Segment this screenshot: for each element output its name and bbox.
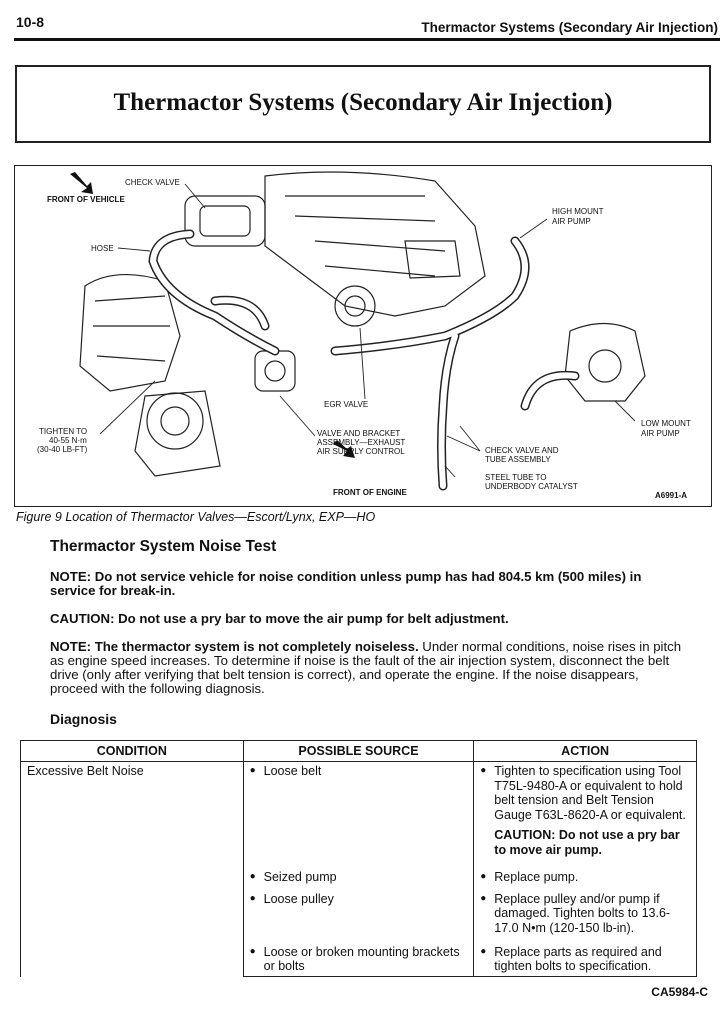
note-noiseless-text: Under normal conditions, noise rises in pitch as engine speed increases. To determine if noise is the fault of the air injection system, disconnect the belt drive (only after verifying that belt tension is correct), and operate the engine. If the noise disappears, proceed with the following diagnosis.: [50, 639, 682, 696]
label-egr-valve: EGR VALVE: [324, 400, 369, 409]
header-rule: [14, 38, 720, 41]
diagnosis-heading: Diagnosis: [50, 711, 117, 727]
figure-code: A6991-A: [655, 491, 688, 500]
source-cell: [243, 890, 474, 943]
action-item: ● Tighten to specification using Tool T75L-9480-A or equivalent to hold belt tension and Belt Tension Gauge T63L-8620-A or equivalent.: [480, 764, 690, 822]
figure-illustration: [14, 165, 712, 507]
table-header-row: [21, 741, 697, 762]
label-valve-bracket-3: AIR SUPPLY CONTROL: [317, 447, 405, 456]
action-item: ● Replace parts as required and tighten bolts to specification.: [480, 945, 690, 974]
label-steel-tube-2: UNDERBODY CATALYST: [485, 482, 578, 491]
label-low-mount-1: LOW MOUNT: [641, 419, 691, 428]
source-cell: [243, 943, 474, 977]
label-tighten-1: TIGHTEN TO: [39, 427, 88, 436]
page-title: Thermactor Systems (Secondary Air Injection): [113, 89, 613, 116]
source-cell: [243, 868, 474, 890]
label-valve-bracket-2: ASSEMBLY—EXHAUST: [317, 438, 406, 447]
label-check-valve: CHECK VALVE: [125, 178, 180, 187]
action-item: ● Replace pulley and/or pump if damaged. Tighten bolts to 13.6-17.0 N•m (120-150 lb-in).: [480, 892, 690, 936]
label-high-mount-2: AIR PUMP: [552, 217, 591, 226]
section-heading: Thermactor System Noise Test: [50, 538, 277, 555]
condition-cell: [21, 762, 244, 977]
figure-caption: Figure 9 Location of Thermactor Valves—Escort/Lynx, EXP—HO: [16, 510, 376, 524]
caution-pry-bar: CAUTION: Do not use a pry bar to move the air pump for belt adjustment.: [50, 611, 509, 626]
header-action: ACTION: [474, 741, 697, 762]
action-caution: CAUTION: Do not use a pry bar to move air pump.: [494, 828, 680, 857]
label-valve-bracket-1: VALVE AND BRACKET: [317, 429, 401, 438]
note-noiseless-bold: NOTE: The thermactor system is not completely noiseless.: [50, 639, 419, 654]
source-cell: [243, 762, 474, 868]
label-high-mount-1: HIGH MOUNT: [552, 207, 604, 216]
label-low-mount-2: AIR PUMP: [641, 429, 680, 438]
label-front-of-vehicle: FRONT OF VEHICLE: [47, 195, 125, 204]
label-tighten-2: 40-55 N·m: [49, 436, 87, 445]
label-steel-tube-1: STEEL TUBE TO: [485, 473, 547, 482]
action-cell: [474, 890, 697, 943]
label-front-of-engine: FRONT OF ENGINE: [333, 488, 407, 497]
engine-diagram: [15, 166, 712, 507]
table-row: [21, 762, 697, 868]
source-item: ● Loose or broken mounting brackets or bolts: [250, 945, 468, 974]
condition-text: Excessive Belt Noise: [27, 764, 144, 778]
title-box: [15, 65, 711, 143]
action-item: ● Replace pump.: [480, 870, 690, 885]
footer-reference-code: CA5984-C: [651, 985, 708, 999]
source-item: ● Loose belt: [250, 764, 468, 779]
page-number: 10-8: [16, 14, 45, 30]
source-item: ● Seized pump: [250, 870, 468, 885]
note-noiseless: [50, 640, 686, 696]
note-break-in: NOTE: Do not service vehicle for noise condition unless pump has had 804.5 km (500 miles) in service for break-in.: [50, 569, 642, 598]
label-check-valve-tube-2: TUBE ASSEMBLY: [485, 455, 551, 464]
diagnosis-table: [20, 740, 697, 977]
source-item: ● Loose pulley: [250, 892, 468, 907]
header-condition: CONDITION: [21, 741, 244, 762]
label-tighten-3: (30-40 LB-FT): [37, 445, 88, 454]
label-hose: HOSE: [91, 244, 114, 253]
action-cell: [474, 943, 697, 977]
action-cell: [474, 868, 697, 890]
header-possible-source: POSSIBLE SOURCE: [243, 741, 474, 762]
running-header-title: Thermactor Systems (Secondary Air Injection): [421, 20, 718, 35]
action-cell: [474, 762, 697, 868]
label-check-valve-tube-1: CHECK VALVE AND: [485, 446, 559, 455]
